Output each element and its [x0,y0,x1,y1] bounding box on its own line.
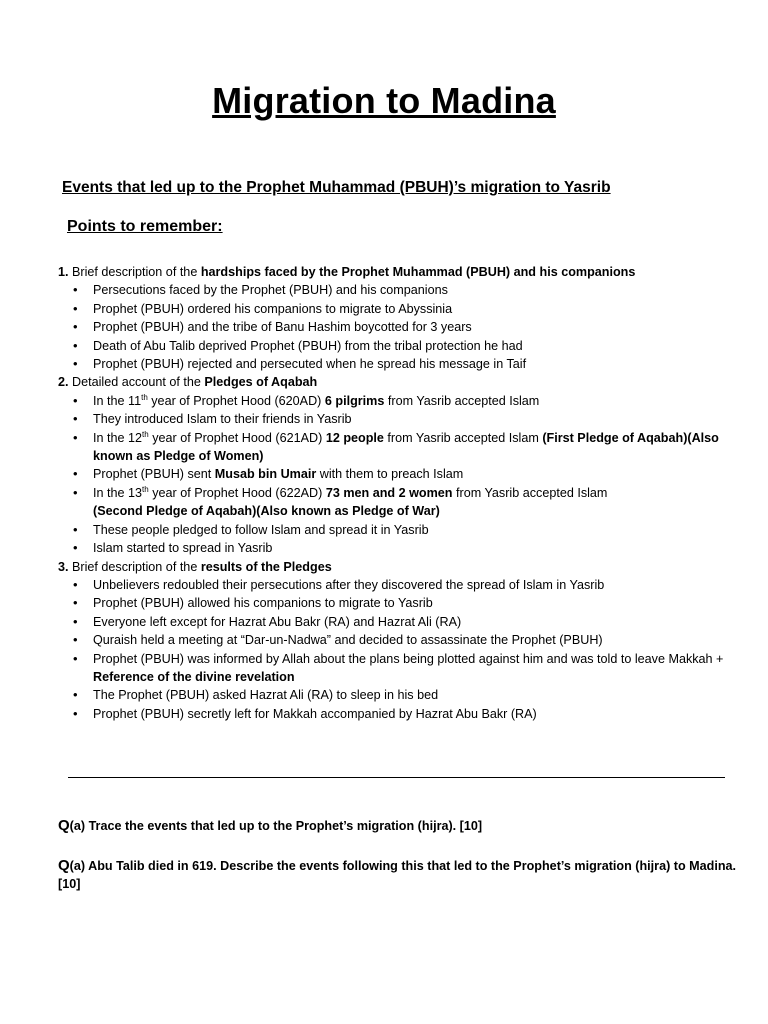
list-item: • Prophet (PBUH) was informed by Allah about the plans being plotted against him and was told to leave Makkah + Reference of the divine revelation [93,650,758,687]
section-3 [58,558,758,724]
list-item: • Quraish held a meeting at “Dar-un-Nadwa” and decided to assassinate the Prophet (PBUH) [93,631,758,649]
list-item: • Everyone left except for Hazrat Abu Bakr (RA) and Hazrat Ali (RA) [93,613,758,631]
section-2 [58,373,758,557]
section-heading: 1. Brief description of the hardships faced by the Prophet Muhammad (PBUH) and his companions [58,265,636,279]
list-item: • Prophet (PBUH) and the tribe of Banu Hashim boycotted for 3 years [93,318,758,336]
question-1: Q(a) Trace the events that led up to the Prophet’s migration (hijra). [10] [58,817,483,834]
list-item: • Prophet (PBUH) rejected and persecuted when he spread his message in Taif [93,355,758,373]
list-item: • Unbelievers redoubled their persecutions after they discovered the spread of Islam in Yasrib [93,576,758,594]
horizontal-divider [68,777,725,778]
page-title: Migration to Madina [212,80,556,121]
list-item: • Persecutions faced by the Prophet (PBUH) and his companions [93,281,758,299]
bullet-list [58,392,758,558]
list-item: • Islam started to spread in Yasrib [93,539,758,557]
question-2: Q(a) Abu Talib died in 619. Describe the events following this that led to the Prophet’s migration (hijra) to Madina. [10] [58,857,737,891]
points-heading: Points to remember: [67,218,223,235]
list-item: • They introduced Islam to their friends in Yasrib [93,410,758,428]
list-item: • In the 13th year of Prophet Hood (622AD) 73 men and 2 women from Yasrib accepted Islam (Second Pledge of Aqabah)(Also known as Pledge of War) [93,484,758,521]
points-content [58,263,758,723]
bullet-list [58,281,758,373]
list-item: • These people pledged to follow Islam and spread it in Yasrib [93,521,758,539]
bullet-list [58,576,758,723]
list-item: • In the 12th year of Prophet Hood (621AD) 12 people from Yasrib accepted Islam (First Pledge of Aqabah)(Also known as Pledge of Women) [93,429,758,466]
section-1 [58,263,758,373]
list-item: • Prophet (PBUH) ordered his companions to migrate to Abyssinia [93,300,758,318]
list-item: • Prophet (PBUH) sent Musab bin Umair with them to preach Islam [93,465,758,483]
section-heading: 2. Detailed account of the Pledges of Aqabah [58,375,318,390]
list-item: • In the 11th year of Prophet Hood (620AD) 6 pilgrims from Yasrib accepted Islam [93,392,758,410]
list-item: • Prophet (PBUH) secretly left for Makkah accompanied by Hazrat Abu Bakr (RA) [93,705,758,723]
subtitle-heading: Events that led up to the Prophet Muhammad (PBUH)’s migration to Yasrib [62,179,611,196]
list-item: • Death of Abu Talib deprived Prophet (PBUH) from the tribal protection he had [93,337,758,355]
list-item: • Prophet (PBUH) allowed his companions to migrate to Yasrib [93,594,758,612]
section-heading: 3. Brief description of the results of the Pledges [58,559,332,574]
list-item: • The Prophet (PBUH) asked Hazrat Ali (RA) to sleep in his bed [93,686,758,704]
